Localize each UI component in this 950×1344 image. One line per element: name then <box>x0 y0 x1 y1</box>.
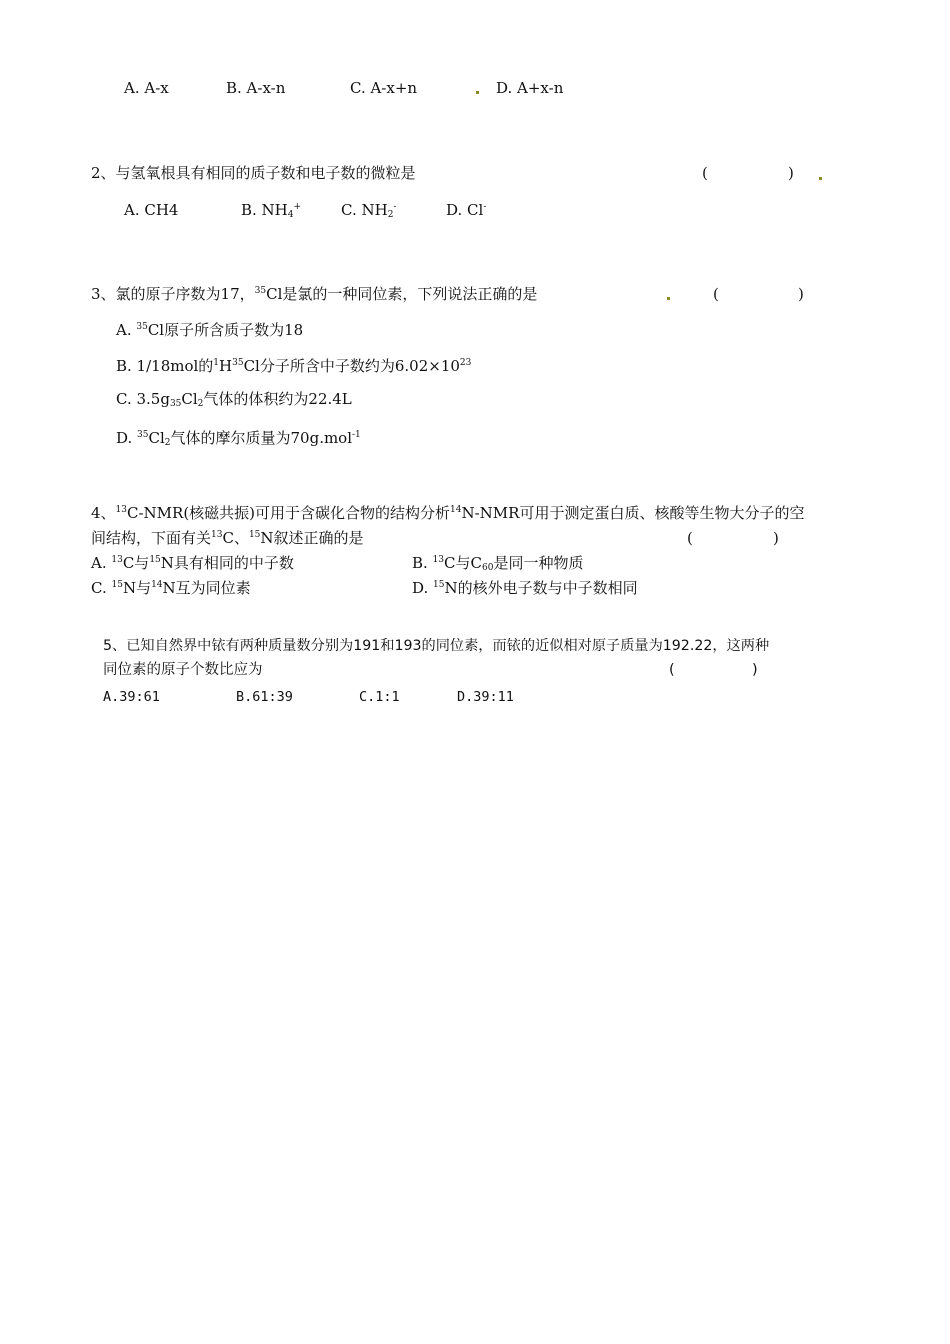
q3-stem: 3、氯的原子序数为17，$^{35}$Cl是氯的一种同位素，下列说法正确的是 <box>91 285 538 303</box>
q1-option-d: D. A+x-n <box>496 79 564 97</box>
dot-mark <box>476 91 479 94</box>
q2-option-c: C. $NH_2^-$ <box>341 201 397 220</box>
q3-option-a: A. $^{35}$Cl原子所含质子数为18 <box>116 321 304 339</box>
q4-option-d: D. $^{15}$N的核外电子数与中子数相同 <box>412 579 638 597</box>
q5-answer-bracket-open: ( <box>669 662 675 678</box>
q2-option-a: A. CH4 <box>124 201 179 219</box>
q5-option-d: D.39:11 <box>457 689 514 705</box>
q2-option-b: B. $NH_4^+$ <box>241 201 302 220</box>
q4-answer-bracket-open: ( <box>687 529 693 547</box>
q2-answer-bracket-open: ( <box>702 164 708 182</box>
q4-option-b: B. $^{13}$C与$C_{60}$是同一种物质 <box>412 554 584 573</box>
q1-option-b: B. A-x-n <box>226 79 286 97</box>
q1-option-a: A. A-x <box>124 79 169 97</box>
q3-answer-bracket-close: ) <box>798 285 804 303</box>
q3-option-c: C. $3.5g_{35}Cl_2$气体的体积约为22.4L <box>116 390 352 409</box>
q3-option-b: B. 1/18mol的$^1H^{35}Cl$分子所含中子数约为$6.02\times 10^{23}$ <box>116 357 472 375</box>
q3-option-d: D. $^{35}Cl_2$气体的摩尔质量为70g.mol$^{-1}$ <box>116 429 361 448</box>
q4-option-c: C. $^{15}$N与$^{14}$N互为同位素 <box>91 579 251 597</box>
q5-stem-line-2: 同位素的原子个数比应为 <box>103 662 263 678</box>
q5-stem-line-1: 5、已知自然界中铱有两种质量数分别为191和193的同位素，而铱的近似相对原子质量为192.22，这两种 <box>103 638 770 654</box>
q2-answer-bracket-close: ) <box>788 164 794 182</box>
q5-option-b: B.61:39 <box>236 689 293 705</box>
q5-option-a: A.39:61 <box>103 689 160 705</box>
q4-option-a: A. $^{13}$C与$^{15}$N具有相同的中子数 <box>91 554 294 572</box>
q3-answer-bracket-open: ( <box>713 285 719 303</box>
q4-answer-bracket-close: ) <box>773 529 779 547</box>
q2-stem: 2、与氢氧根具有相同的质子数和电子数的微粒是 <box>91 164 416 182</box>
dot-mark <box>819 177 822 180</box>
q2-option-d: D. Cl- <box>446 201 487 219</box>
q1-option-c: C. A-x+n <box>350 79 418 97</box>
dot-mark <box>667 297 670 300</box>
q5-answer-bracket-close: ) <box>752 662 758 678</box>
q5-option-c: C.1:1 <box>359 689 400 705</box>
q4-stem-line-2: 间结构，下面有关$^{13}$C、$^{15}$N叙述正确的是 <box>91 529 364 547</box>
q4-stem-line-1: 4、$^{13}$C-NMR(核磁共振)可用于含碳化合物的结构分析$^{14}$N-NMR可用于测定蛋白质、核酸等生物大分子的空 <box>91 504 805 522</box>
